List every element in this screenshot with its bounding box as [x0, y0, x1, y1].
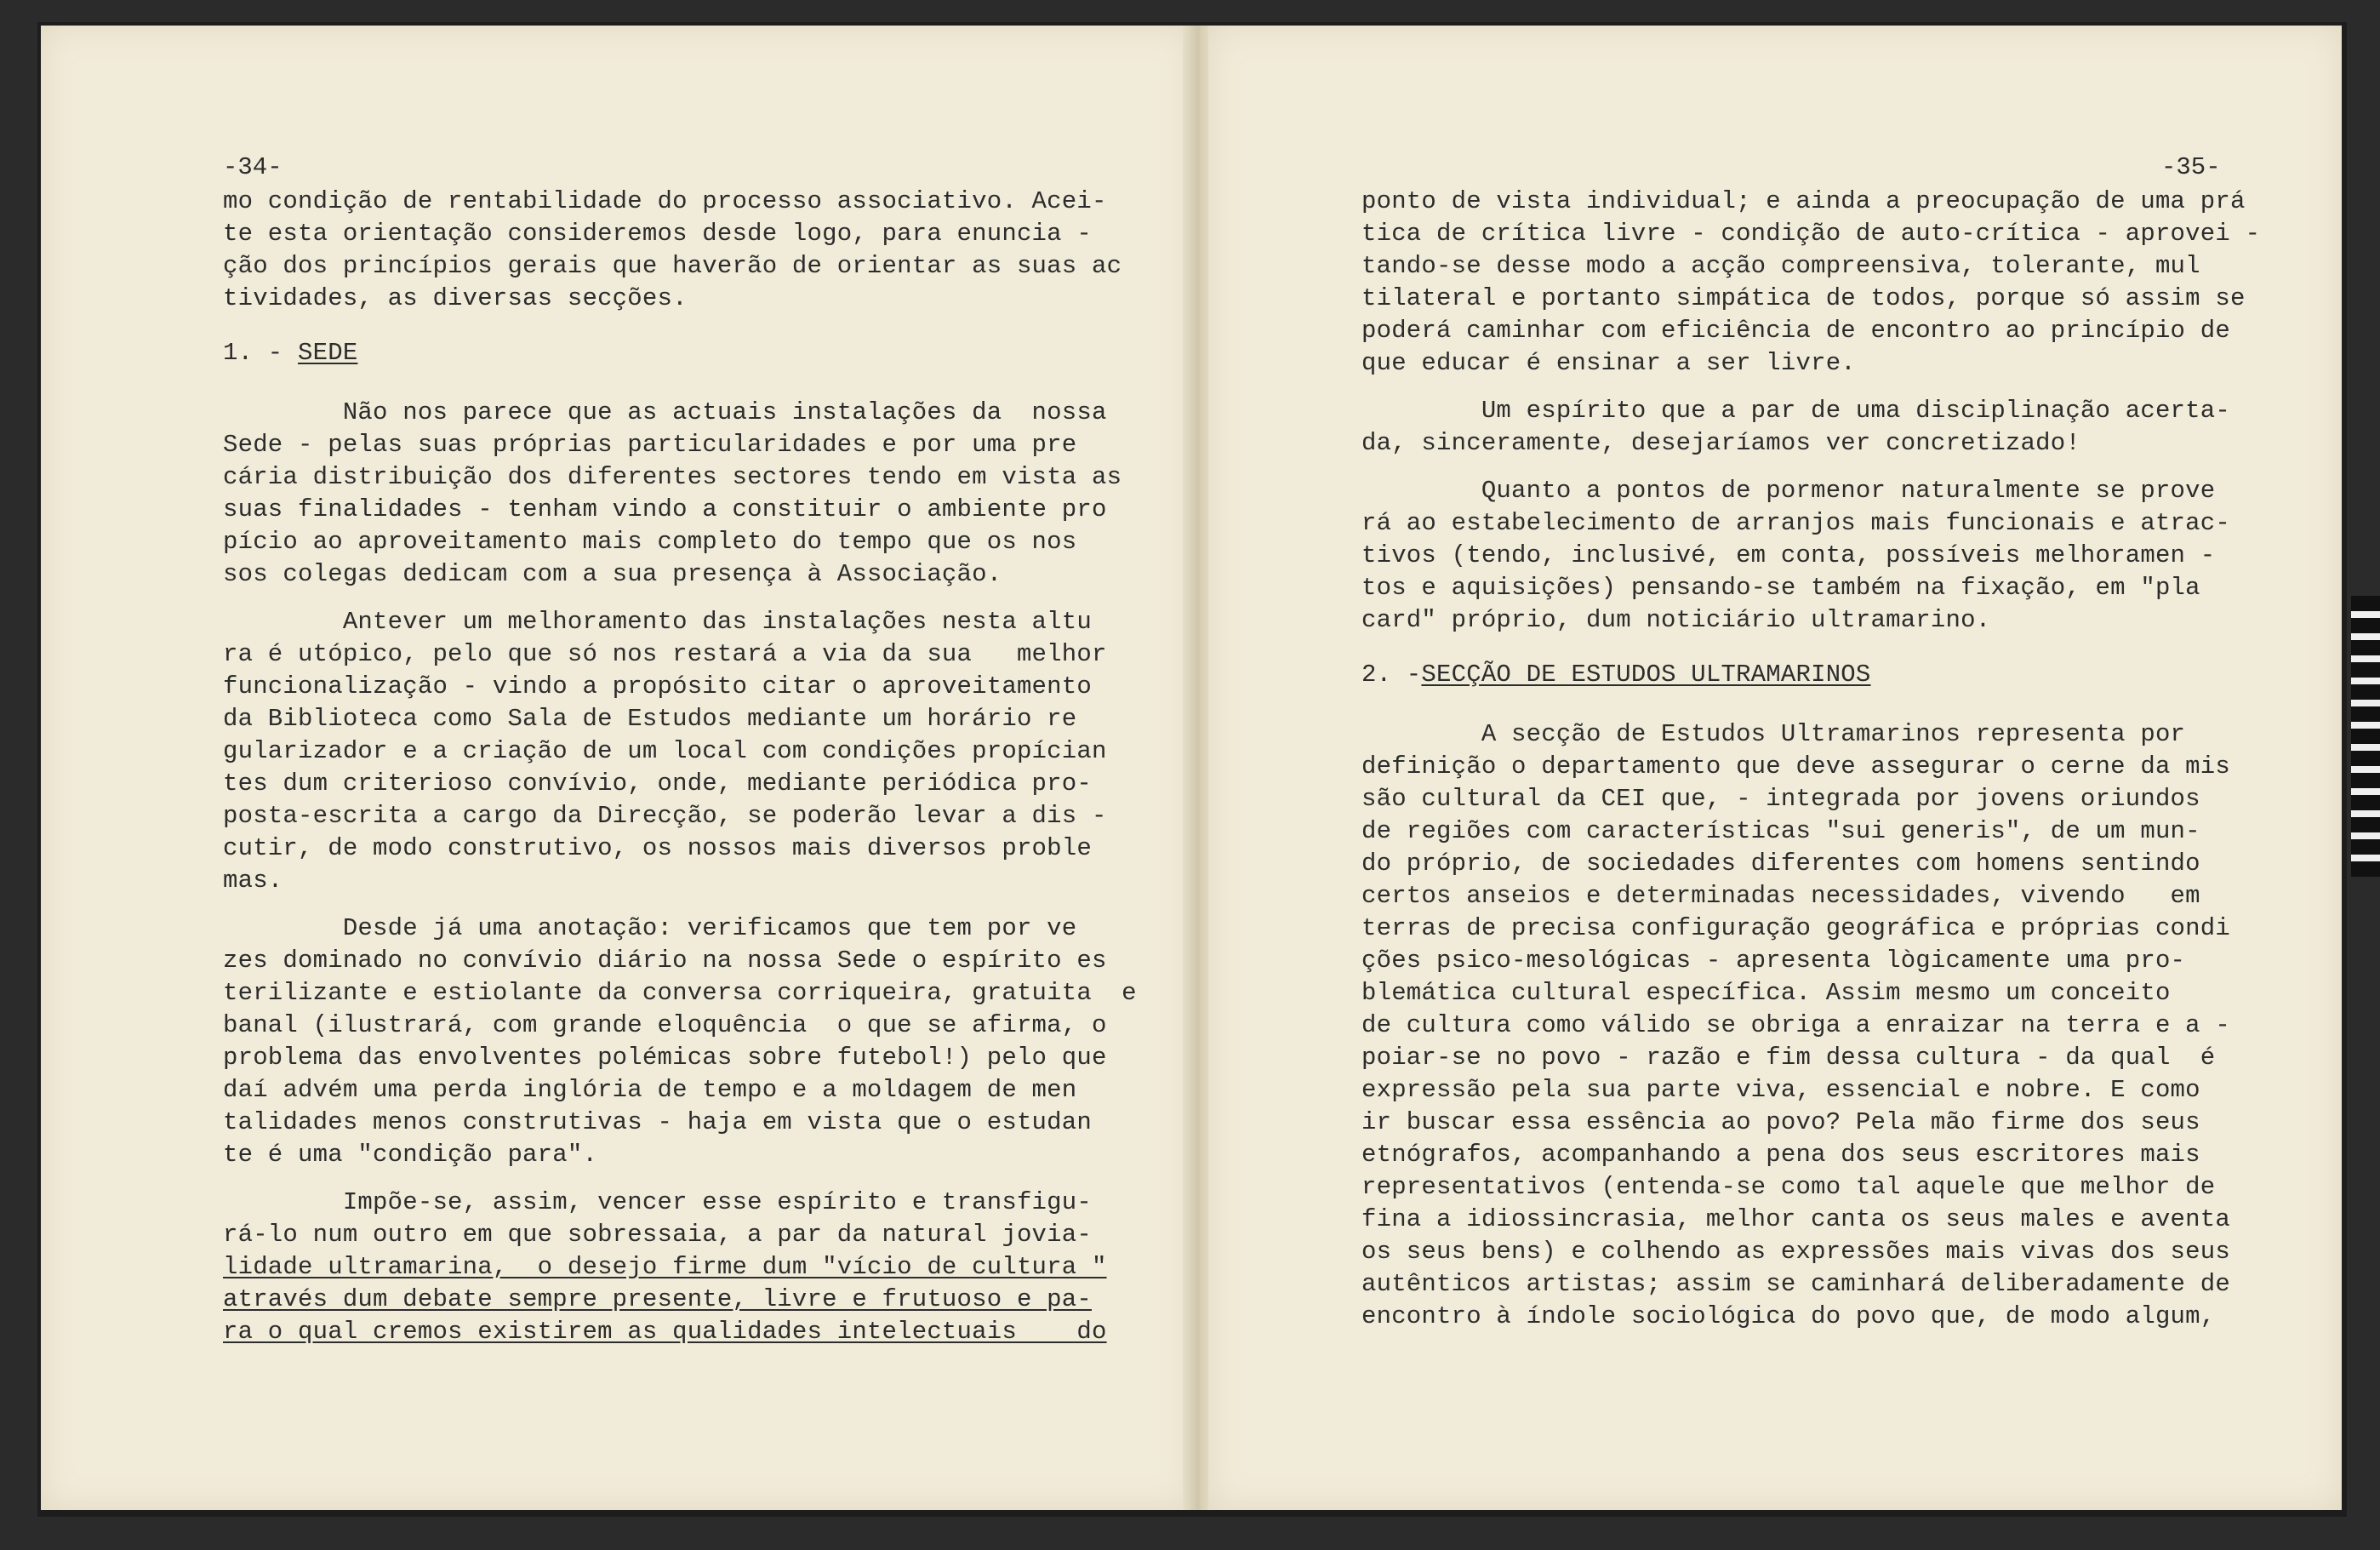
text-line: rá-lo num outro em que sobressaia, a par da natural jovia- [223, 1221, 1092, 1249]
text-line: tos e aquisições) pensando-se também na fixação, em "pla [1361, 574, 2200, 602]
text-line: são cultural da CEI que, - integrada por jovens oriundos [1361, 785, 2200, 813]
left-paragraph-1 [223, 186, 1142, 315]
text-line: ções psico-mesológicas - apresenta lògicamente uma pro- [1361, 947, 2186, 975]
text-line: tando-se desse modo a acção compreensiva, tolerante, mul [1361, 252, 2200, 280]
text-line: encontro à índole sociológica do povo que, de modo algum, [1361, 1302, 2216, 1330]
text-line: do próprio, de sociedades diferentes com homens sentindo [1361, 849, 2200, 878]
text-line: sos colegas dedicam com a sua presença à Associação. [223, 560, 1002, 588]
left-paragraph-4 [223, 912, 1142, 1171]
text-line: certos anseios e determinadas necessidades, vivendo em [1361, 882, 2200, 910]
scan-edge-ruler [2351, 596, 2380, 877]
text-line: talidades menos construtivas - haja em vista que o estudan [223, 1108, 1092, 1136]
text-line: blemática cultural específica. Assim mesmo um conceito [1361, 979, 2171, 1007]
text-line: etnógrafos, acompanhando a pena dos seus escritores mais [1361, 1141, 2200, 1169]
section-number: 2. - [1361, 661, 1422, 689]
text-line: da Biblioteca como Sala de Estudos mediante um horário re [223, 705, 1077, 733]
left-paragraph-3 [223, 606, 1142, 897]
section-number: 1. - [223, 339, 283, 367]
right-paragraph-2 [1361, 395, 2280, 460]
text-line: cária distribuição dos diferentes sectores tendo em vista as [223, 463, 1122, 491]
text-line: Sede - pelas suas próprias particularidades e por uma pre [223, 431, 1077, 459]
right-page-text [1361, 186, 2280, 1348]
left-page-text [223, 186, 1142, 1364]
text-line: os seus bens) e colhendo as expressões mais vivas dos seus [1361, 1238, 2230, 1266]
text-line: de cultura como válido se obriga a enraizar na terra e a - [1361, 1011, 2230, 1039]
text-line: card" próprio, dum noticiário ultramarino. [1361, 606, 1991, 634]
section-heading-2 [1361, 659, 2280, 691]
text-line: poiar-se no povo - razão e fim dessa cultura - da qual é [1361, 1044, 2216, 1072]
text-line: A secção de Estudos Ultramarinos representa por [1361, 720, 2186, 748]
text-line: terras de precisa configuração geográfica e próprias condi [1361, 914, 2230, 942]
text-line: banal (ilustrará, com grande eloquência o que se afirma, o [223, 1011, 1107, 1039]
text-line: gularizador e a criação de um local com condições propícian [223, 737, 1107, 765]
text-line: te esta orientação consideremos desde logo, para enuncia - [223, 220, 1092, 248]
right-paragraph-4 [1361, 718, 2280, 1333]
text-line: mo condição de rentabilidade do processo associativo. Acei- [223, 187, 1107, 215]
text-line: Um espírito que a par de uma disciplinação acerta- [1361, 397, 2230, 425]
text-line: ra é utópico, pelo que só nos restará a via da sua melhor [223, 640, 1107, 668]
text-line: representativos (entenda-se como tal aquele que melhor de [1361, 1173, 2216, 1201]
text-line: terilizante e estiolante da conversa corriqueira, gratuita e [223, 979, 1137, 1007]
left-paragraph-2 [223, 397, 1142, 591]
section-title: SEDE [298, 339, 358, 367]
text-line: zes dominado no convívio diário na nossa Sede o espírito es [223, 947, 1107, 975]
text-line: tica de crítica livre - condição de auto-crítica - aprovei - [1361, 220, 2261, 248]
text-line: posta-escrita a cargo da Direcção, se poderão levar a dis - [223, 802, 1107, 830]
text-line: tes dum criterioso convívio, onde, mediante periódica pro- [223, 769, 1092, 798]
text-line: da, sinceramente, desejaríamos ver concretizado! [1361, 429, 2080, 457]
text-line: Impõe-se, assim, vencer esse espírito e transfigu- [223, 1188, 1092, 1216]
text-line: Desde já uma anotação: verificamos que tem por ve [223, 914, 1077, 942]
text-line: problema das envolventes polémicas sobre futebol!) pelo que [223, 1044, 1107, 1072]
text-line: te é uma "condição para". [223, 1141, 598, 1169]
text-line: tilateral e portanto simpática de todos, porque só assim se [1361, 284, 2246, 312]
page-number-left: -34- [223, 153, 283, 181]
text-line: pício ao aproveitamento mais completo do tempo que os nos [223, 528, 1077, 556]
right-paragraph-1 [1361, 186, 2280, 380]
text-line: autênticos artistas; assim se caminhará deliberadamente de [1361, 1270, 2230, 1298]
text-line: que educar é ensinar a ser livre. [1361, 349, 1856, 377]
text-line: tividades, as diversas secções. [223, 284, 688, 312]
text-line: Antever um melhoramento das instalações nesta altu [223, 608, 1092, 636]
text-line: funcionalização - vindo a propósito citar o aproveitamento [223, 672, 1092, 701]
page-number-right: -35- [2161, 153, 2221, 181]
text-line: definição o departamento que deve assegurar o cerne da mis [1361, 752, 2230, 781]
text-line: através dum debate sempre presente, livre e frutuoso e pa- [223, 1285, 1092, 1313]
section-title: SECÇÃO DE ESTUDOS ULTRAMARINOS [1421, 661, 1871, 689]
right-paragraph-3 [1361, 475, 2280, 637]
text-line: lidade ultramarina, o desejo firme dum "vício de cultura " [223, 1253, 1107, 1281]
section-heading-1 [223, 337, 1142, 369]
text-line: suas finalidades - tenham vindo a constituir o ambiente pro [223, 495, 1107, 523]
text-line: ção dos princípios gerais que haverão de orientar as suas ac [223, 252, 1122, 280]
text-line: ra o qual cremos existirem as qualidades intelectuais do [223, 1318, 1107, 1346]
text-line: de regiões com características "sui generis", de um mun- [1361, 817, 2200, 845]
text-line: ir buscar essa essência ao povo? Pela mão firme dos seus [1361, 1108, 2200, 1136]
text-line: Não nos parece que as actuais instalações da nossa [223, 398, 1107, 426]
text-line: expressão pela sua parte viva, essencial e nobre. E como [1361, 1076, 2200, 1104]
text-line: poderá caminhar com eficiência de encontro ao princípio de [1361, 317, 2230, 345]
text-line: daí advém uma perda inglória de tempo e a moldagem de men [223, 1076, 1077, 1104]
text-line: fina a idiossincrasia, melhor canta os seus males e aventa [1361, 1205, 2230, 1233]
text-line: tivos (tendo, inclusivé, em conta, possíveis melhoramen - [1361, 541, 2216, 569]
text-line: ponto de vista individual; e ainda a preocupação de uma prá [1361, 187, 2246, 215]
text-line: cutir, de modo construtivo, os nossos mais diversos proble [223, 834, 1092, 862]
left-paragraph-5 [223, 1187, 1142, 1348]
text-line: mas. [223, 867, 283, 895]
text-line: Quanto a pontos de pormenor naturalmente se prove [1361, 477, 2216, 505]
text-line: rá ao estabelecimento de arranjos mais funcionais e atrac- [1361, 509, 2230, 537]
